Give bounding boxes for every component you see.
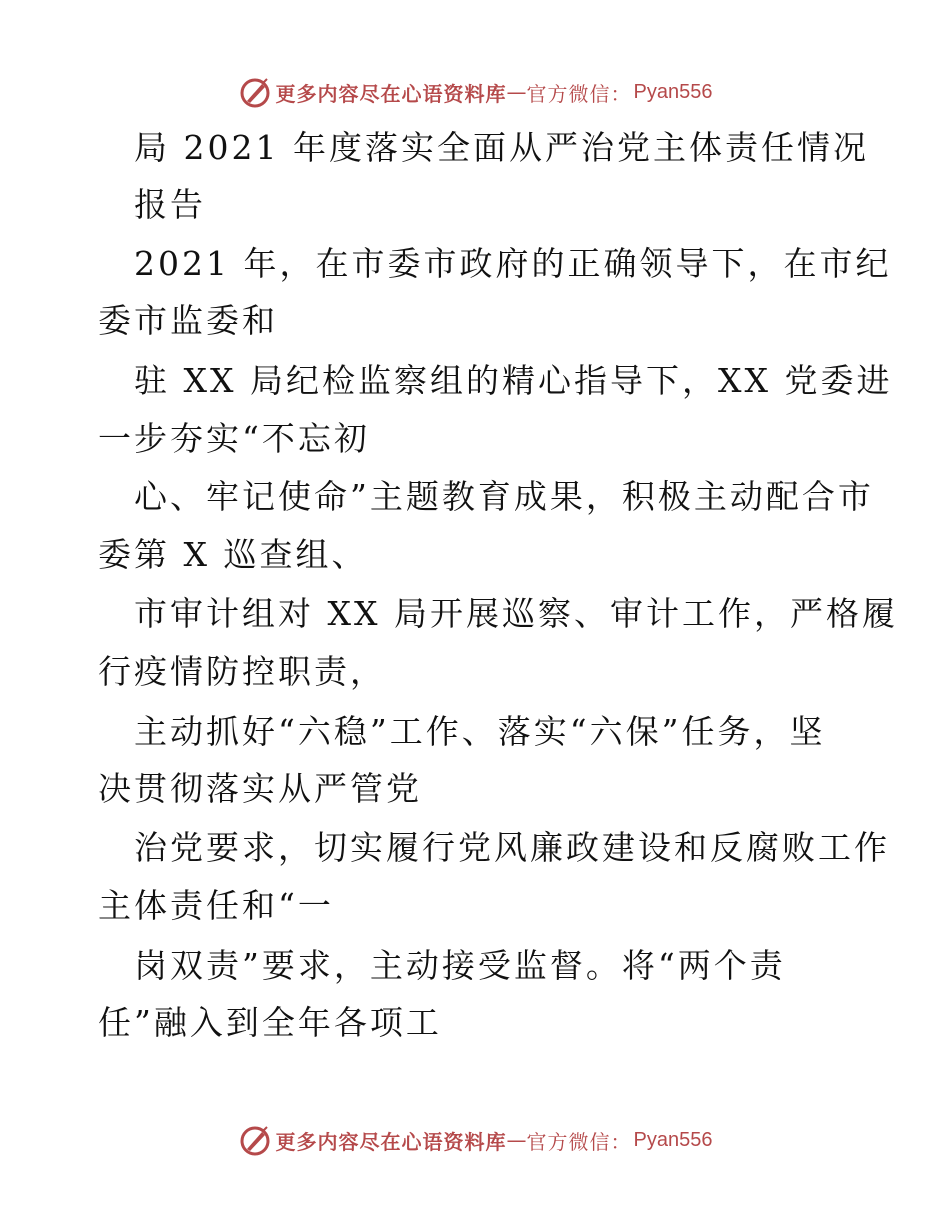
doc-line: 岗双责”要求，主动接受监督。将“两个责 (134, 946, 786, 985)
banner-wechat-label: 官方微信： (526, 81, 632, 106)
doc-line: 决贯彻落实从严管党 (98, 769, 422, 808)
doc-line: 心、牢记使命”主题教育成果，积极主动配合市 (134, 477, 874, 516)
quill-seal-icon (238, 1123, 272, 1157)
banner-wechat-label: 官方微信： (526, 1129, 632, 1154)
doc-line: 局 2021 年度落实全面从严治党主体责任情况 (134, 128, 869, 167)
banner-dash: — (506, 1128, 527, 1152)
banner-text: 更多内容尽在心语资料库 (275, 1129, 507, 1154)
banner-text: 更多内容尽在心语资料库 (275, 81, 507, 106)
doc-line: 2021 年，在市委市政府的正确领导下，在市纪 (134, 244, 892, 283)
doc-line: 一步夯实“不忘初 (98, 419, 370, 458)
doc-line: 行疫情防控职责， (98, 652, 386, 691)
footer-banner (0, 1120, 950, 1160)
doc-line: 任”融入到全年各项工 (98, 1003, 442, 1042)
banner-dash: — (506, 80, 527, 104)
doc-line: 报告 (134, 185, 206, 224)
banner-wechat-id: Pyan556 (633, 1128, 713, 1151)
doc-line: 主体责任和“一 (98, 886, 334, 925)
doc-line: 委第 X 巡查组、 (98, 535, 368, 574)
doc-line: 市审计组对 XX 局开展巡察、审计工作，严格履 (134, 594, 898, 633)
doc-line: 驻 XX 局纪检监察组的精心指导下，XX 党委进 (134, 361, 893, 400)
doc-line: 主动抓好“六稳”工作、落实“六保”任务，坚 (134, 712, 826, 751)
banner-wechat-id: Pyan556 (633, 80, 713, 103)
doc-line: 委市监委和 (98, 301, 278, 340)
doc-line: 治党要求，切实履行党风廉政建设和反腐败工作 (134, 828, 890, 867)
